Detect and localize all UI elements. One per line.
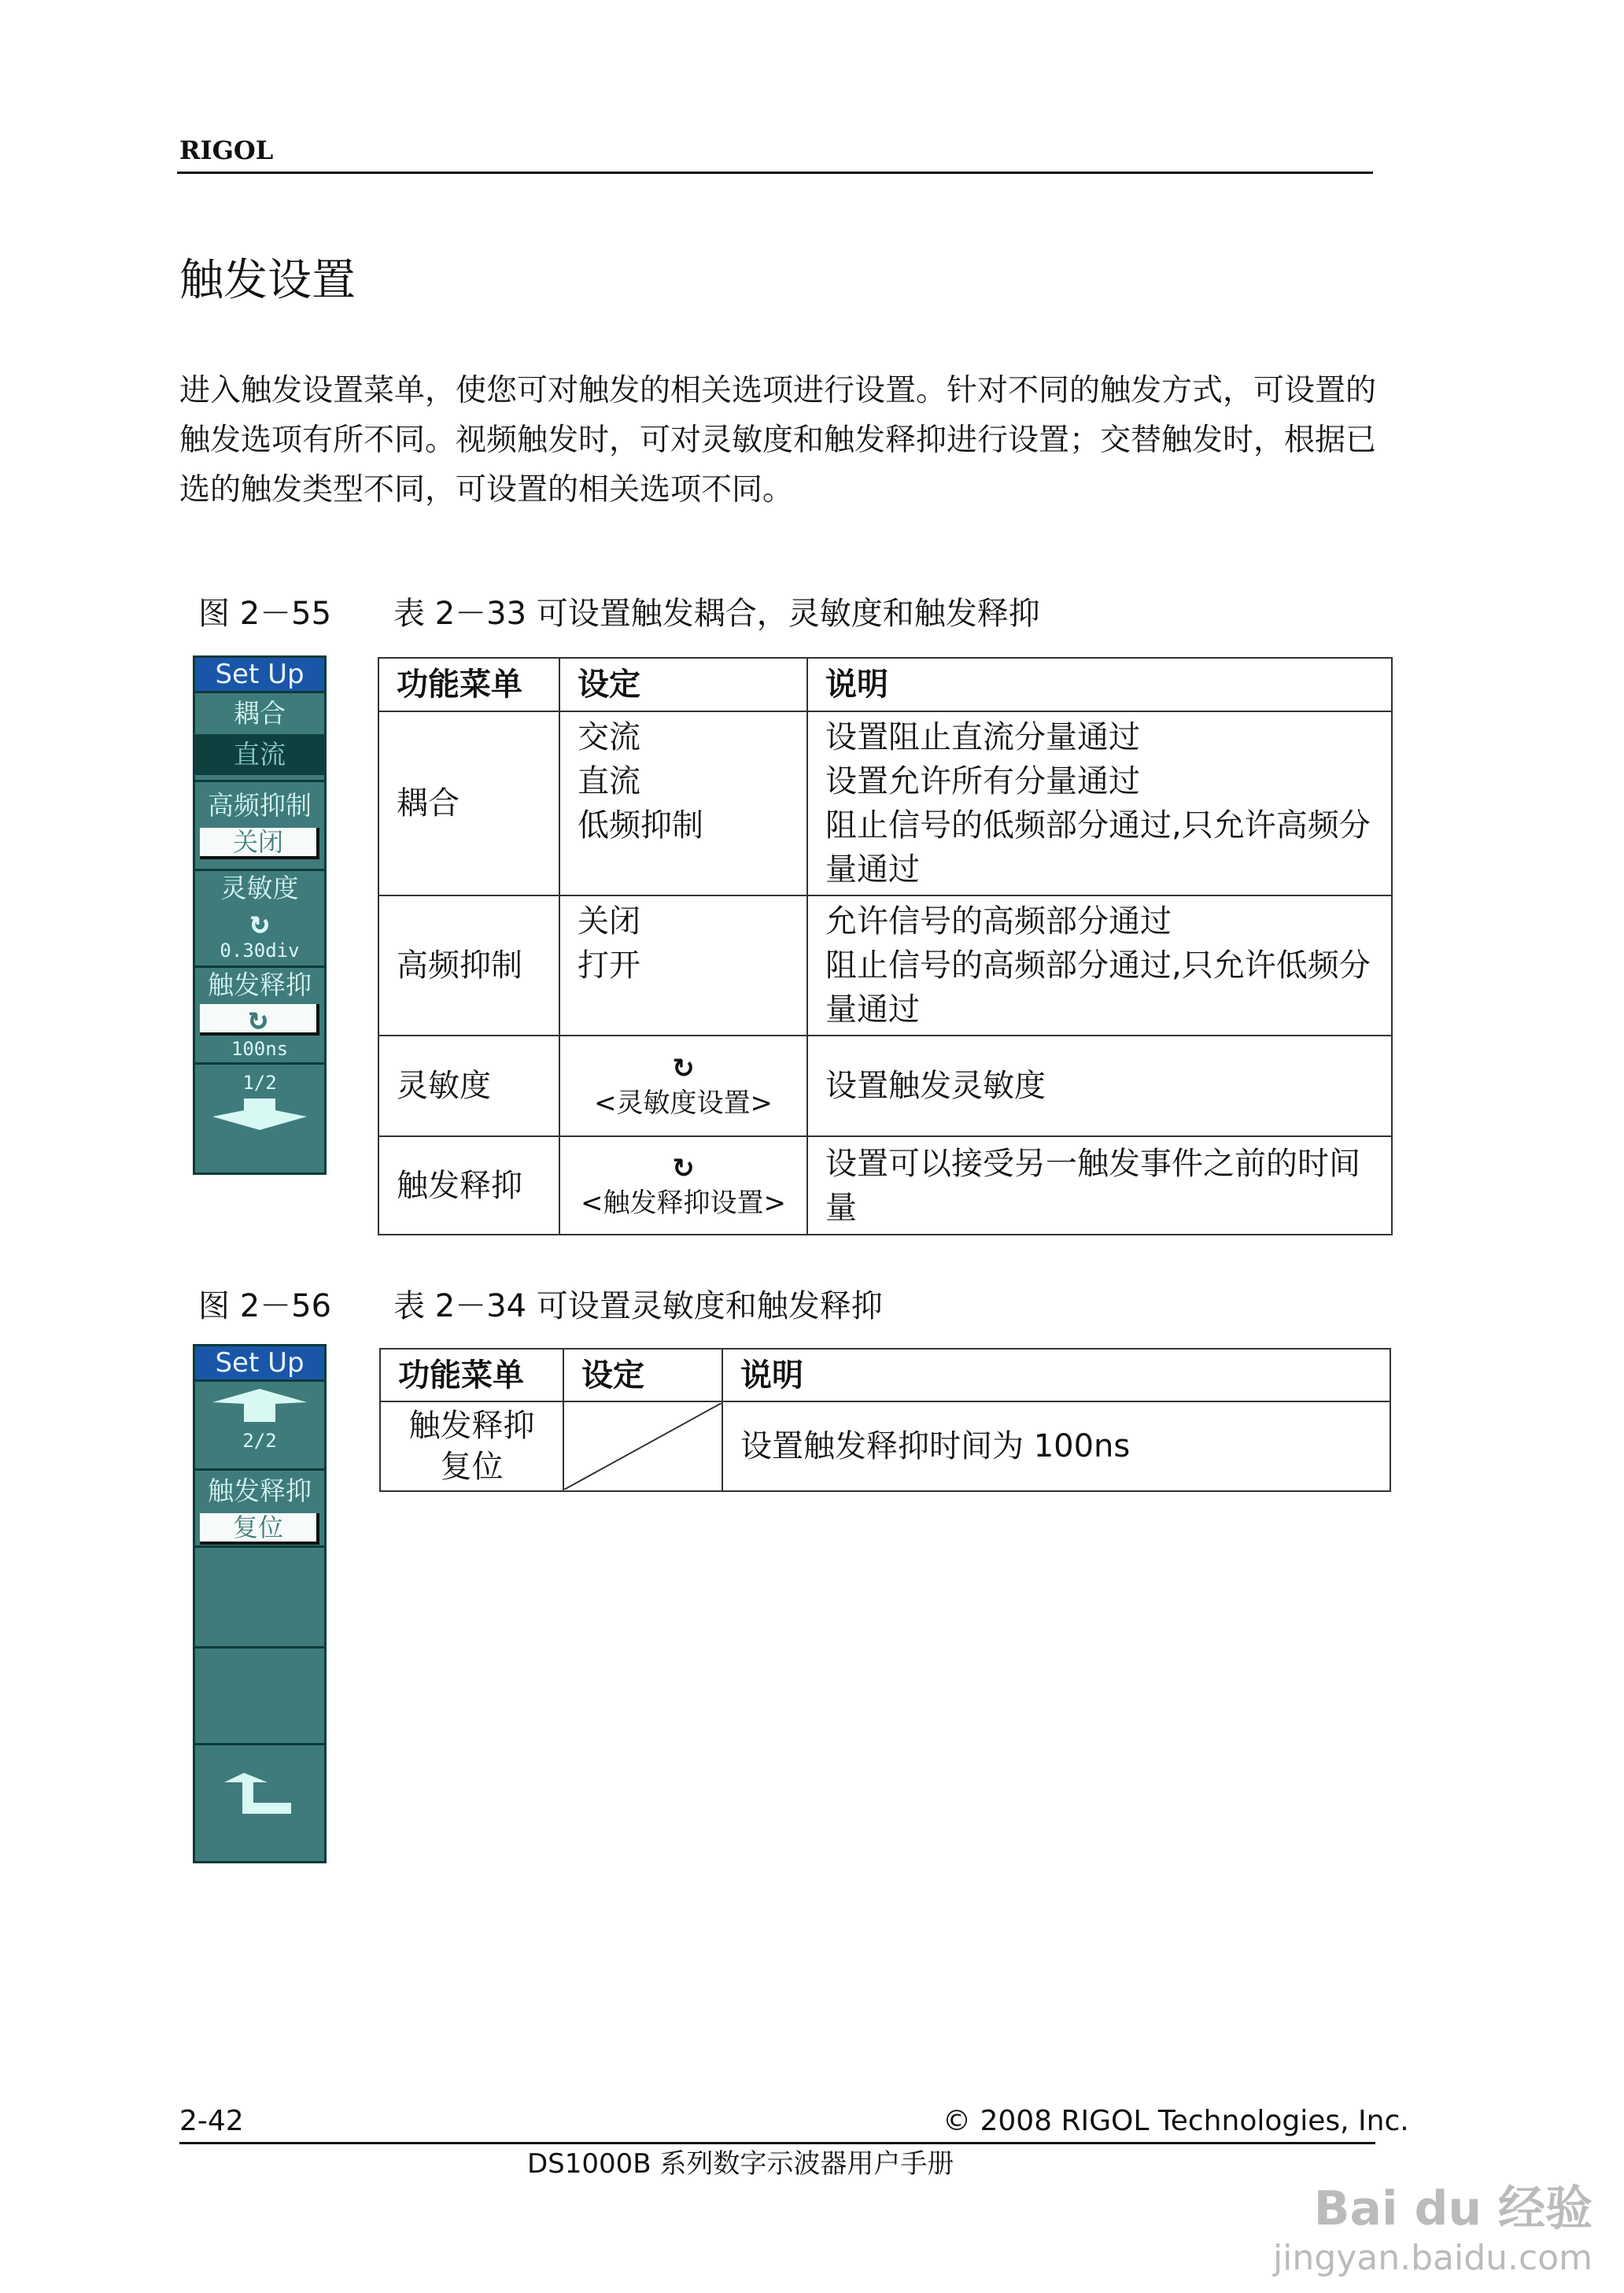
cell-desc: 设置触发释抑时间为 100ns [722, 1401, 1390, 1491]
menu-prev-page[interactable] [195, 1379, 324, 1468]
sens-value: 0.30div [220, 940, 300, 962]
cell-settings: ↻ <触发释抑设置> [559, 1136, 807, 1235]
table-row [378, 895, 1392, 1036]
menu-empty-slot [195, 1646, 324, 1743]
cell-menu: 高频抑制 [378, 895, 559, 1036]
col-header: 说明 [807, 658, 1392, 711]
section-title: 触发设置 [179, 255, 356, 306]
rotate-knob-icon: ↻ [672, 1053, 695, 1084]
setup-menu-page1 [193, 655, 327, 1175]
page-indicator: 1/2 [242, 1072, 277, 1094]
sens-label: 灵敏度 [220, 873, 299, 903]
rotate-knob-icon: ↻ [672, 1152, 695, 1184]
watermark-url: jingyan.baidu.com [1272, 2238, 1593, 2278]
cell-menu: 耦合 [378, 711, 559, 895]
figure-caption: 图 2－56 [198, 1288, 332, 1324]
arrow-down-icon [205, 1095, 315, 1134]
cell-menu: 触发释抑 [378, 1136, 559, 1235]
col-header: 说明 [722, 1349, 1390, 1401]
menu-hf-reject[interactable] [195, 780, 324, 869]
holdoff-label: 触发释抑 [208, 969, 312, 1000]
copyright: © 2008 RIGOL Technologies, Inc. [943, 2105, 1409, 2137]
cell-settings-empty [563, 1401, 722, 1491]
setup-menu-page2 [193, 1344, 327, 1863]
rotate-knob-icon: ↻ [249, 904, 270, 940]
cell-desc: 设置触发灵敏度 [807, 1036, 1392, 1136]
table-2-34 [379, 1348, 1391, 1492]
coupling-value: 直流 [195, 734, 324, 775]
holdoff-value: 100ns [231, 1038, 289, 1060]
col-header: 设定 [563, 1349, 722, 1401]
coupling-label: 耦合 [234, 698, 286, 729]
menu-next-page[interactable] [195, 1062, 324, 1151]
intro-paragraph: 进入触发设置菜单，使您可对触发的相关选项进行设置。针对不同的触发方式，可设置的触发选项有所不同。视频触发时，可对灵敏度和触发释抑进行设置；交替触发时，根据已选的触发类型不同，可设置的相关选项不同。 [179, 373, 1377, 508]
table-row [378, 1036, 1392, 1136]
arrow-up-icon [205, 1387, 315, 1426]
menu-holdoff-reset[interactable] [195, 1468, 324, 1545]
watermark-logo: Bai du 经验 [1313, 2181, 1593, 2236]
menu-header: Set Up [195, 1346, 324, 1379]
cell-menu: 灵敏度 [378, 1036, 559, 1136]
menu-header: Set Up [195, 658, 324, 691]
cell-menu: 触发释抑复位 [380, 1401, 563, 1491]
cell-desc: 允许信号的高频部分通过 阻止信号的高频部分通过,只允许低频分量通过 [807, 895, 1392, 1036]
holdoff-reset-value: 复位 [200, 1513, 319, 1545]
header-rule [177, 172, 1373, 174]
manual-title: DS1000B 系列数字示波器用户手册 [527, 2148, 954, 2180]
hf-value: 关闭 [200, 828, 319, 859]
col-header: 功能菜单 [380, 1349, 563, 1401]
menu-sensitivity[interactable] [195, 869, 324, 966]
brand-header: RIGOL [179, 135, 274, 165]
col-header: 设定 [559, 658, 807, 711]
menu-coupling[interactable] [195, 691, 324, 780]
return-arrow-icon [205, 1765, 315, 1828]
hf-label: 高频抑制 [208, 790, 312, 821]
cell-settings: 关闭 打开 [559, 895, 807, 1036]
col-header: 功能菜单 [378, 658, 559, 711]
table-row [380, 1401, 1390, 1491]
page-indicator: 2/2 [242, 1430, 277, 1452]
table-2-33 [378, 657, 1393, 1235]
table-caption: 表 2－34 可设置灵敏度和触发释抑 [393, 1288, 883, 1324]
cell-settings: ↻ <灵敏度设置> [559, 1036, 807, 1136]
cell-desc: 设置阻止直流分量通过 设置允许所有分量通过 阻止信号的低频部分通过,只允许高频分量通过 [807, 711, 1392, 895]
cell-desc: 设置可以接受另一触发事件之前的时间量 [807, 1136, 1392, 1235]
table-caption: 表 2－33 可设置触发耦合，灵敏度和触发释抑 [393, 596, 1040, 632]
table-row [378, 1136, 1392, 1235]
rotate-knob-icon: ↻ [200, 1004, 319, 1036]
table-row [378, 711, 1392, 895]
figure-caption: 图 2－55 [198, 596, 332, 632]
menu-back[interactable] [195, 1743, 324, 1863]
menu-holdoff[interactable] [195, 966, 324, 1062]
holdoff-label: 触发释抑 [208, 1475, 312, 1506]
menu-empty-slot [195, 1545, 324, 1646]
cell-settings: 交流 直流 低频抑制 [559, 711, 807, 895]
page-number: 2-42 [179, 2105, 244, 2137]
